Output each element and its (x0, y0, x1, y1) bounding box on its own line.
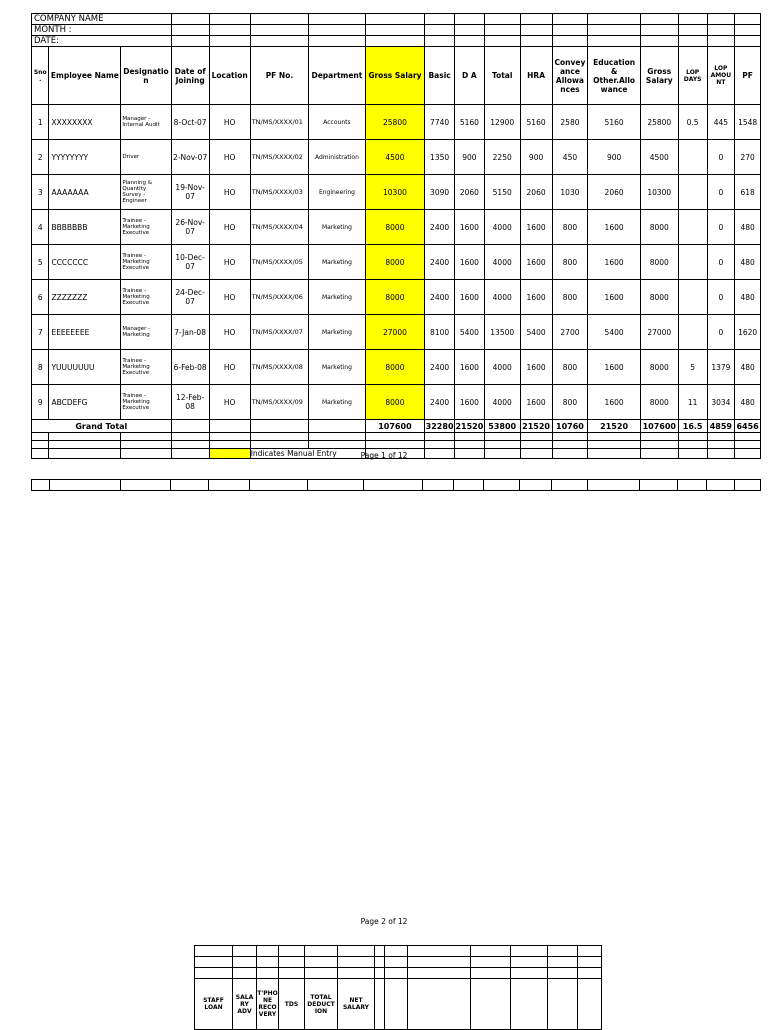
grand-total-value: 53800 (484, 420, 520, 433)
table-cell: 0 (707, 175, 735, 210)
table-cell: 1600 (454, 350, 484, 385)
grand-total-value: 107600 (640, 420, 678, 433)
table-cell: TN/MS/XXXX/01 (250, 105, 309, 140)
table-row (32, 350, 761, 385)
table-cell: Marketing (309, 245, 365, 280)
table-cell: 2250 (484, 140, 520, 175)
table-cell: YUUUUUUU (49, 350, 121, 385)
table-cell: 25800 (365, 105, 425, 140)
table-cell: TN/MS/XXXX/02 (250, 140, 309, 175)
table-cell: 4000 (484, 280, 520, 315)
table-cell: BBBBBBB (49, 210, 121, 245)
table-cell: 5160 (520, 105, 552, 140)
table-cell: ZZZZZZZ (49, 280, 121, 315)
table-cell: 480 (735, 245, 761, 280)
table-cell: 12-Feb-08 (171, 385, 209, 420)
table-cell: 1600 (520, 385, 552, 420)
table-cell: 3090 (425, 175, 455, 210)
grand-total-label: Grand Total (32, 420, 172, 433)
table-cell: 1600 (588, 280, 640, 315)
table-cell: 0.5 (678, 105, 707, 140)
table-row (32, 385, 761, 420)
table-cell: 900 (588, 140, 640, 175)
table-cell: HO (209, 350, 250, 385)
table-cell: 10-Dec-07 (171, 245, 209, 280)
table-cell: 1379 (707, 350, 735, 385)
table-cell: 4500 (365, 140, 425, 175)
column-header: Total (484, 47, 520, 105)
table-cell: 0 (707, 280, 735, 315)
column-header: PF (735, 47, 761, 105)
column-header: STAFF LOAN (195, 979, 233, 1030)
column-header (375, 979, 385, 1030)
table-cell: 1600 (588, 210, 640, 245)
table-cell: HO (209, 210, 250, 245)
table-cell: 800 (552, 280, 588, 315)
table-cell: 10300 (640, 175, 678, 210)
table-cell: Marketing (309, 210, 365, 245)
table-cell: TN/MS/XXXX/04 (250, 210, 309, 245)
table-cell: 9 (32, 385, 49, 420)
column-header: D A (454, 47, 484, 105)
table-cell: 3 (32, 175, 49, 210)
grand-total-value: 6456 (736, 421, 759, 431)
table-cell: 450 (552, 140, 588, 175)
table-row (32, 175, 761, 210)
column-header: T'PHO NE RECO VERY (257, 979, 279, 1030)
table-cell (678, 140, 707, 175)
table-cell: 4000 (484, 210, 520, 245)
table-cell: 800 (552, 385, 588, 420)
column-header (511, 979, 548, 1030)
column-header: HRA (520, 47, 552, 105)
column-header: PF No. (250, 47, 309, 105)
column-header: Date of Joining (171, 47, 209, 105)
table-cell: Manager - Marketing (121, 315, 171, 350)
table-cell: 270 (735, 140, 761, 175)
table-cell: 900 (454, 140, 484, 175)
table-row (32, 105, 761, 140)
table-cell: 4000 (484, 385, 520, 420)
table-cell: 0 (707, 210, 735, 245)
column-header: Location (209, 47, 250, 105)
table-cell: Manager - Internal Audit (121, 105, 171, 140)
table-cell: 480 (735, 280, 761, 315)
table-cell: Trainee - Marketing Executive (121, 350, 171, 385)
table-cell: HO (209, 140, 250, 175)
table-cell: 1600 (454, 245, 484, 280)
table-cell: 4000 (484, 245, 520, 280)
table-cell: 800 (552, 210, 588, 245)
table-cell: 5400 (454, 315, 484, 350)
table-cell: Marketing (309, 280, 365, 315)
table-cell: Marketing (309, 315, 365, 350)
table-cell: 8000 (640, 245, 678, 280)
table-cell: 480 (735, 385, 761, 420)
column-header (578, 979, 602, 1030)
table-cell: 27000 (365, 315, 425, 350)
column-header (385, 979, 408, 1030)
table-cell: 1600 (520, 245, 552, 280)
grand-total-row (32, 420, 761, 433)
table-cell: HO (209, 245, 250, 280)
table-cell: 8000 (640, 350, 678, 385)
table-cell: 8000 (365, 350, 425, 385)
column-header: Convey ance Allowa nces (552, 47, 588, 105)
grand-total-value: 21520 (522, 421, 550, 431)
table-cell: Trainee - Marketing Executive (121, 280, 171, 315)
table-cell: 1600 (520, 350, 552, 385)
table-cell: 4500 (640, 140, 678, 175)
column-header: SALA RY ADV (233, 979, 257, 1030)
table-cell: Marketing (309, 350, 365, 385)
table-cell: YYYYYYYY (49, 140, 121, 175)
table-cell: 8000 (365, 280, 425, 315)
grand-total-value: 21520 (455, 421, 484, 431)
table-cell: 2060 (520, 175, 552, 210)
table-cell: 1600 (588, 350, 640, 385)
table-cell: 5160 (454, 105, 484, 140)
table-cell (678, 280, 707, 315)
grand-total-value: 16.5 (678, 420, 707, 433)
table-cell: 5160 (588, 105, 640, 140)
table-cell: 2-Nov-07 (171, 140, 209, 175)
table-row (32, 245, 761, 280)
table-cell: Trainee - Marketing Executive (121, 385, 171, 420)
table-cell: Planning & Quantity Survey - Engineer (121, 175, 171, 210)
table-cell: TN/MS/XXXX/05 (250, 245, 309, 280)
table-cell: 4 (32, 210, 49, 245)
table-cell (678, 315, 707, 350)
table-cell: Marketing (309, 385, 365, 420)
table-cell: 8000 (365, 385, 425, 420)
deduction-header-row (195, 979, 602, 1030)
table-cell: 7740 (425, 105, 455, 140)
table-cell: 2060 (588, 175, 640, 210)
legend-note: Indicates Manual Entry (250, 449, 365, 459)
page-2-top-strip (31, 479, 761, 491)
column-header: NET SALARY (338, 979, 375, 1030)
table-cell: TN/MS/XXXX/03 (250, 175, 309, 210)
table-cell: 0 (707, 245, 735, 280)
table-cell: XXXXXXXX (49, 105, 121, 140)
table-cell: 2 (32, 140, 49, 175)
table-cell: 10300 (365, 175, 425, 210)
table-cell: 618 (735, 175, 761, 210)
table-cell: 6 (32, 280, 49, 315)
column-header: Gross Salary (640, 47, 678, 105)
column-header: Gross Salary (365, 47, 425, 105)
table-cell: 6-Feb-08 (171, 350, 209, 385)
table-cell: HO (209, 175, 250, 210)
table-row (32, 140, 761, 175)
column-header: LOP AMOU NT (707, 47, 735, 105)
table-cell: 1600 (588, 245, 640, 280)
table-cell: 800 (552, 245, 588, 280)
grand-total-value: 10760 (552, 420, 588, 433)
table-cell: 2400 (425, 350, 455, 385)
table-cell: Trainee - Marketing Executive (121, 210, 171, 245)
table-cell: 480 (735, 350, 761, 385)
salary-sheet-page-1 (31, 13, 761, 459)
column-header: Designatio n (121, 47, 171, 105)
table-row (32, 210, 761, 245)
table-cell: CCCCCCC (49, 245, 121, 280)
table-cell (678, 175, 707, 210)
table-cell: 1600 (588, 385, 640, 420)
table-cell: ABCDEFG (49, 385, 121, 420)
table-cell: HO (209, 105, 250, 140)
column-header: Education & Other.Allo wance (588, 47, 640, 105)
table-cell: 1600 (454, 210, 484, 245)
table-cell: 2400 (425, 385, 455, 420)
table-cell: 1548 (735, 105, 761, 140)
column-header: TDS (279, 979, 305, 1030)
grand-total-value: 32280 (425, 421, 454, 431)
table-cell: 8000 (640, 280, 678, 315)
column-header-row (32, 47, 761, 105)
table-cell: Accounts (309, 105, 365, 140)
table-cell: Driver (121, 140, 171, 175)
table-cell (678, 210, 707, 245)
column-header: TOTAL DEDUCT ION (305, 979, 338, 1030)
table-cell: 25800 (640, 105, 678, 140)
date-label: DATE: (32, 36, 172, 47)
table-cell: Engineering (309, 175, 365, 210)
table-cell: 445 (707, 105, 735, 140)
grand-total-value: 21520 (588, 420, 640, 433)
table-cell: 8 (32, 350, 49, 385)
table-cell: 0 (707, 315, 735, 350)
table-cell: 7 (32, 315, 49, 350)
table-cell: 1600 (520, 210, 552, 245)
table-cell: 1600 (454, 385, 484, 420)
table-cell: HO (209, 385, 250, 420)
table-cell: 480 (735, 210, 761, 245)
table-cell: 5400 (588, 315, 640, 350)
table-cell: 3034 (707, 385, 735, 420)
table-cell: 0 (707, 140, 735, 175)
table-cell: 1600 (454, 280, 484, 315)
table-cell: 8000 (365, 245, 425, 280)
table-cell: 2400 (425, 210, 455, 245)
table-cell: 19-Nov-07 (171, 175, 209, 210)
table-cell: Administration (309, 140, 365, 175)
table-cell: 26-Nov-07 (171, 210, 209, 245)
salary-sheet-page-3 (194, 945, 602, 1030)
table-cell: 11 (678, 385, 707, 420)
table-cell: HO (209, 315, 250, 350)
table-cell: 8100 (425, 315, 455, 350)
table-cell: Trainee - Marketing Executive (121, 245, 171, 280)
column-header (408, 979, 471, 1030)
table-cell: 5400 (520, 315, 552, 350)
table-cell: TN/MS/XXXX/09 (250, 385, 309, 420)
table-cell: TN/MS/XXXX/08 (250, 350, 309, 385)
table-cell: 5 (32, 245, 49, 280)
table-cell: 2580 (552, 105, 588, 140)
table-row (32, 280, 761, 315)
column-header: Employee Name (49, 47, 121, 105)
table-cell: 13500 (484, 315, 520, 350)
column-header: Basic (425, 47, 455, 105)
table-cell (678, 245, 707, 280)
table-cell: 5 (678, 350, 707, 385)
page-number-2: Page 2 of 12 (360, 917, 408, 926)
table-cell: 5150 (484, 175, 520, 210)
table-cell: TN/MS/XXXX/07 (250, 315, 309, 350)
column-header: Department (309, 47, 365, 105)
table-cell: 1350 (425, 140, 455, 175)
table-cell: 2400 (425, 245, 455, 280)
company-name-label: COMPANY NAME (32, 14, 172, 25)
table-cell: AAAAAAA (49, 175, 121, 210)
table-cell: 24-Dec-07 (171, 280, 209, 315)
table-cell: 1620 (735, 315, 761, 350)
table-cell: 12900 (484, 105, 520, 140)
table-cell: 8000 (640, 385, 678, 420)
table-cell: 27000 (640, 315, 678, 350)
column-header (548, 979, 578, 1030)
table-cell: EEEEEEEE (49, 315, 121, 350)
table-cell: 8-Oct-07 (171, 105, 209, 140)
table-cell: 2400 (425, 280, 455, 315)
table-row (32, 315, 761, 350)
table-cell: TN/MS/XXXX/06 (250, 280, 309, 315)
table-cell: 7-Jan-08 (171, 315, 209, 350)
grand-total-value: 107600 (365, 420, 425, 433)
month-label: MONTH : (32, 25, 172, 36)
table-cell: 1600 (520, 280, 552, 315)
column-header: LOP DAYS (678, 47, 707, 105)
manual-entry-swatch (209, 449, 250, 459)
table-cell: 900 (520, 140, 552, 175)
table-cell: 1030 (552, 175, 588, 210)
table-cell: 2060 (454, 175, 484, 210)
page-number-1: Page 1 of 12 (360, 451, 408, 460)
table-cell: 2700 (552, 315, 588, 350)
table-cell: HO (209, 280, 250, 315)
table-cell: 800 (552, 350, 588, 385)
column-header: Sno . (32, 47, 49, 105)
table-cell: 8000 (365, 210, 425, 245)
table-cell: 8000 (640, 210, 678, 245)
grand-total-value: 4859 (707, 420, 735, 433)
column-header (471, 979, 511, 1030)
table-cell: 1 (32, 105, 49, 140)
table-cell: 4000 (484, 350, 520, 385)
